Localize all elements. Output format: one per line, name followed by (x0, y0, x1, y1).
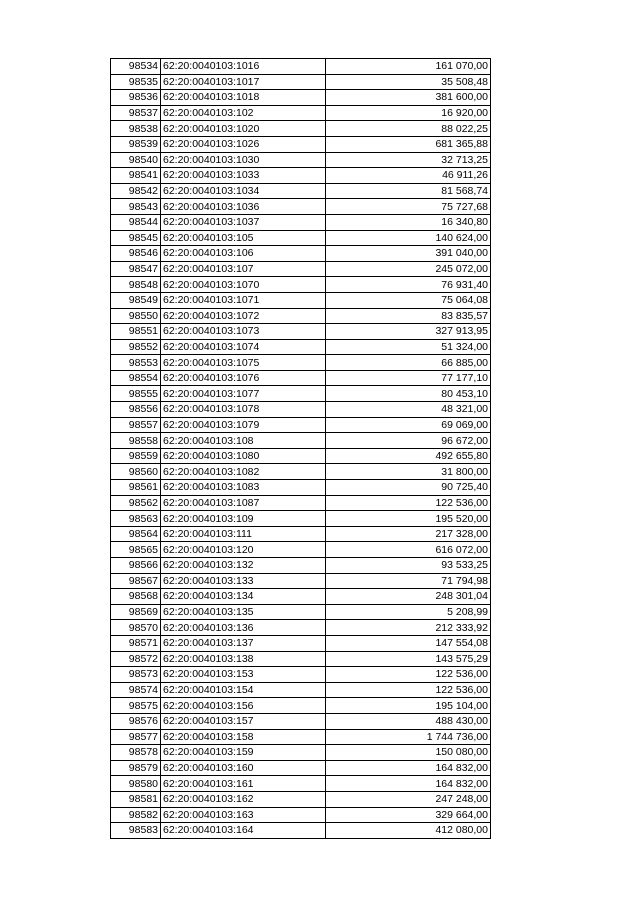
cadastral-number-cell: 62:20:0040103:1087 (161, 495, 326, 511)
table-row (111, 168, 491, 184)
cadastral-number-cell: 62:20:0040103:161 (161, 776, 326, 792)
cadastral-number-cell: 62:20:0040103:1036 (161, 199, 326, 215)
row-number-cell: 98536 (111, 90, 161, 106)
cadastral-number-cell: 62:20:0040103:1033 (161, 168, 326, 184)
table-row (111, 386, 491, 402)
amount-cell: 75 727,68 (326, 199, 491, 215)
row-number-cell: 98580 (111, 776, 161, 792)
table-row (111, 324, 491, 340)
row-number-cell: 98574 (111, 682, 161, 698)
table-row (111, 620, 491, 636)
cadastral-number-cell: 62:20:0040103:1073 (161, 324, 326, 340)
table-row (111, 355, 491, 371)
amount-cell: 90 725,40 (326, 480, 491, 496)
table-row (111, 511, 491, 527)
table-row (111, 230, 491, 246)
cadastral-number-cell: 62:20:0040103:1074 (161, 339, 326, 355)
table-row (111, 464, 491, 480)
table-row (111, 651, 491, 667)
amount-cell: 5 208,99 (326, 604, 491, 620)
cadastral-number-cell: 62:20:0040103:120 (161, 542, 326, 558)
table-row (111, 136, 491, 152)
cadastral-number-cell: 62:20:0040103:108 (161, 433, 326, 449)
cadastral-number-cell: 62:20:0040103:135 (161, 604, 326, 620)
row-number-cell: 98545 (111, 230, 161, 246)
row-number-cell: 98568 (111, 589, 161, 605)
row-number-cell: 98542 (111, 183, 161, 199)
amount-cell: 164 832,00 (326, 760, 491, 776)
amount-cell: 122 536,00 (326, 667, 491, 683)
amount-cell: 391 040,00 (326, 246, 491, 262)
amount-cell: 247 248,00 (326, 791, 491, 807)
cadastral-number-cell: 62:20:0040103:1076 (161, 370, 326, 386)
table-row (111, 261, 491, 277)
cadastral-number-cell: 62:20:0040103:134 (161, 589, 326, 605)
cadastral-number-cell: 62:20:0040103:107 (161, 261, 326, 277)
amount-cell: 329 664,00 (326, 807, 491, 823)
amount-cell: 195 520,00 (326, 511, 491, 527)
table-row (111, 74, 491, 90)
table-row (111, 59, 491, 75)
row-number-cell: 98544 (111, 214, 161, 230)
table-row (111, 199, 491, 215)
amount-cell: 164 832,00 (326, 776, 491, 792)
amount-cell: 122 536,00 (326, 682, 491, 698)
table-row (111, 339, 491, 355)
cadastral-number-cell: 62:20:0040103:1080 (161, 448, 326, 464)
amount-cell: 147 554,08 (326, 635, 491, 651)
table-row (111, 417, 491, 433)
cadastral-number-cell: 62:20:0040103:154 (161, 682, 326, 698)
table-row (111, 526, 491, 542)
cadastral-number-cell: 62:20:0040103:164 (161, 823, 326, 839)
amount-cell: 71 794,98 (326, 573, 491, 589)
amount-cell: 122 536,00 (326, 495, 491, 511)
row-number-cell: 98549 (111, 292, 161, 308)
cadastral-number-cell: 62:20:0040103:160 (161, 760, 326, 776)
cadastral-number-cell: 62:20:0040103:1070 (161, 277, 326, 293)
table-row (111, 152, 491, 168)
table-row (111, 308, 491, 324)
cadastral-number-cell: 62:20:0040103:1030 (161, 152, 326, 168)
row-number-cell: 98551 (111, 324, 161, 340)
table-row (111, 558, 491, 574)
row-number-cell: 98539 (111, 136, 161, 152)
amount-cell: 81 568,74 (326, 183, 491, 199)
cadastral-number-cell: 62:20:0040103:1037 (161, 214, 326, 230)
registry-table (110, 58, 491, 839)
amount-cell: 140 624,00 (326, 230, 491, 246)
cadastral-number-cell: 62:20:0040103:1075 (161, 355, 326, 371)
cadastral-number-cell: 62:20:0040103:137 (161, 635, 326, 651)
row-number-cell: 98557 (111, 417, 161, 433)
amount-cell: 88 022,25 (326, 121, 491, 137)
cadastral-number-cell: 62:20:0040103:132 (161, 558, 326, 574)
row-number-cell: 98553 (111, 355, 161, 371)
cadastral-number-cell: 62:20:0040103:102 (161, 105, 326, 121)
cadastral-number-cell: 62:20:0040103:153 (161, 667, 326, 683)
cadastral-number-cell: 62:20:0040103:1083 (161, 480, 326, 496)
registry-table-body (111, 59, 491, 839)
table-row (111, 277, 491, 293)
cadastral-number-cell: 62:20:0040103:157 (161, 713, 326, 729)
cadastral-number-cell: 62:20:0040103:1034 (161, 183, 326, 199)
amount-cell: 32 713,25 (326, 152, 491, 168)
amount-cell: 16 920,00 (326, 105, 491, 121)
table-row (111, 105, 491, 121)
row-number-cell: 98578 (111, 745, 161, 761)
row-number-cell: 98582 (111, 807, 161, 823)
row-number-cell: 98546 (111, 246, 161, 262)
row-number-cell: 98558 (111, 433, 161, 449)
cadastral-number-cell: 62:20:0040103:111 (161, 526, 326, 542)
row-number-cell: 98563 (111, 511, 161, 527)
table-row (111, 246, 491, 262)
row-number-cell: 98577 (111, 729, 161, 745)
cadastral-number-cell: 62:20:0040103:158 (161, 729, 326, 745)
cadastral-number-cell: 62:20:0040103:162 (161, 791, 326, 807)
table-row (111, 542, 491, 558)
amount-cell: 93 533,25 (326, 558, 491, 574)
row-number-cell: 98547 (111, 261, 161, 277)
table-row (111, 713, 491, 729)
table-row (111, 183, 491, 199)
cadastral-number-cell: 62:20:0040103:138 (161, 651, 326, 667)
amount-cell: 217 328,00 (326, 526, 491, 542)
row-number-cell: 98556 (111, 402, 161, 418)
amount-cell: 46 911,26 (326, 168, 491, 184)
table-row (111, 667, 491, 683)
table-row (111, 292, 491, 308)
table-row (111, 433, 491, 449)
amount-cell: 327 913,95 (326, 324, 491, 340)
table-row (111, 573, 491, 589)
amount-cell: 616 072,00 (326, 542, 491, 558)
amount-cell: 69 069,00 (326, 417, 491, 433)
table-row (111, 448, 491, 464)
table-row (111, 495, 491, 511)
cadastral-number-cell: 62:20:0040103:1079 (161, 417, 326, 433)
amount-cell: 76 931,40 (326, 277, 491, 293)
amount-cell: 381 600,00 (326, 90, 491, 106)
cadastral-number-cell: 62:20:0040103:156 (161, 698, 326, 714)
table-row (111, 760, 491, 776)
amount-cell: 80 453,10 (326, 386, 491, 402)
amount-cell: 143 575,29 (326, 651, 491, 667)
row-number-cell: 98543 (111, 199, 161, 215)
row-number-cell: 98550 (111, 308, 161, 324)
cadastral-number-cell: 62:20:0040103:1020 (161, 121, 326, 137)
amount-cell: 31 800,00 (326, 464, 491, 480)
cadastral-number-cell: 62:20:0040103:1082 (161, 464, 326, 480)
amount-cell: 245 072,00 (326, 261, 491, 277)
table-row (111, 745, 491, 761)
row-number-cell: 98555 (111, 386, 161, 402)
table-row (111, 698, 491, 714)
cadastral-number-cell: 62:20:0040103:1016 (161, 59, 326, 75)
row-number-cell: 98565 (111, 542, 161, 558)
table-row (111, 121, 491, 137)
amount-cell: 35 508,48 (326, 74, 491, 90)
amount-cell: 83 835,57 (326, 308, 491, 324)
amount-cell: 488 430,00 (326, 713, 491, 729)
amount-cell: 77 177,10 (326, 370, 491, 386)
row-number-cell: 98573 (111, 667, 161, 683)
cadastral-number-cell: 62:20:0040103:163 (161, 807, 326, 823)
table-row (111, 402, 491, 418)
row-number-cell: 98554 (111, 370, 161, 386)
amount-cell: 212 333,92 (326, 620, 491, 636)
amount-cell: 681 365,88 (326, 136, 491, 152)
table-row (111, 480, 491, 496)
table-row (111, 589, 491, 605)
cadastral-number-cell: 62:20:0040103:1018 (161, 90, 326, 106)
row-number-cell: 98583 (111, 823, 161, 839)
cadastral-number-cell: 62:20:0040103:105 (161, 230, 326, 246)
row-number-cell: 98538 (111, 121, 161, 137)
table-row (111, 370, 491, 386)
table-row (111, 807, 491, 823)
amount-cell: 150 080,00 (326, 745, 491, 761)
row-number-cell: 98541 (111, 168, 161, 184)
row-number-cell: 98540 (111, 152, 161, 168)
row-number-cell: 98561 (111, 480, 161, 496)
amount-cell: 195 104,00 (326, 698, 491, 714)
cadastral-number-cell: 62:20:0040103:109 (161, 511, 326, 527)
cadastral-number-cell: 62:20:0040103:1026 (161, 136, 326, 152)
row-number-cell: 98537 (111, 105, 161, 121)
amount-cell: 16 340,80 (326, 214, 491, 230)
amount-cell: 66 885,00 (326, 355, 491, 371)
amount-cell: 1 744 736,00 (326, 729, 491, 745)
row-number-cell: 98572 (111, 651, 161, 667)
table-row (111, 214, 491, 230)
cadastral-number-cell: 62:20:0040103:1071 (161, 292, 326, 308)
table-row (111, 776, 491, 792)
amount-cell: 96 672,00 (326, 433, 491, 449)
cadastral-number-cell: 62:20:0040103:1077 (161, 386, 326, 402)
table-row (111, 635, 491, 651)
amount-cell: 492 655,80 (326, 448, 491, 464)
row-number-cell: 98571 (111, 635, 161, 651)
row-number-cell: 98570 (111, 620, 161, 636)
row-number-cell: 98562 (111, 495, 161, 511)
row-number-cell: 98560 (111, 464, 161, 480)
cadastral-number-cell: 62:20:0040103:1017 (161, 74, 326, 90)
row-number-cell: 98566 (111, 558, 161, 574)
table-row (111, 90, 491, 106)
amount-cell: 248 301,04 (326, 589, 491, 605)
table-row (111, 823, 491, 839)
row-number-cell: 98548 (111, 277, 161, 293)
table-row (111, 604, 491, 620)
cadastral-number-cell: 62:20:0040103:159 (161, 745, 326, 761)
row-number-cell: 98579 (111, 760, 161, 776)
cadastral-number-cell: 62:20:0040103:106 (161, 246, 326, 262)
row-number-cell: 98534 (111, 59, 161, 75)
amount-cell: 161 070,00 (326, 59, 491, 75)
row-number-cell: 98567 (111, 573, 161, 589)
row-number-cell: 98552 (111, 339, 161, 355)
amount-cell: 51 324,00 (326, 339, 491, 355)
cadastral-number-cell: 62:20:0040103:1078 (161, 402, 326, 418)
row-number-cell: 98535 (111, 74, 161, 90)
table-row (111, 791, 491, 807)
row-number-cell: 98575 (111, 698, 161, 714)
row-number-cell: 98564 (111, 526, 161, 542)
row-number-cell: 98559 (111, 448, 161, 464)
amount-cell: 48 321,00 (326, 402, 491, 418)
cadastral-number-cell: 62:20:0040103:136 (161, 620, 326, 636)
row-number-cell: 98569 (111, 604, 161, 620)
table-row (111, 729, 491, 745)
cadastral-number-cell: 62:20:0040103:133 (161, 573, 326, 589)
table-row (111, 682, 491, 698)
cadastral-number-cell: 62:20:0040103:1072 (161, 308, 326, 324)
row-number-cell: 98576 (111, 713, 161, 729)
amount-cell: 75 064,08 (326, 292, 491, 308)
row-number-cell: 98581 (111, 791, 161, 807)
amount-cell: 412 080,00 (326, 823, 491, 839)
